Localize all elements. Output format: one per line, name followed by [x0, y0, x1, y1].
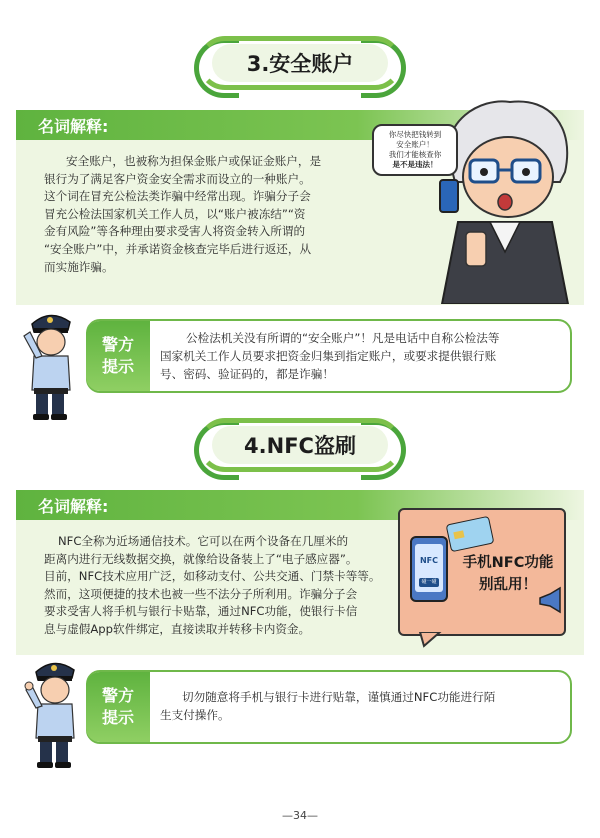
phone-nfc-text: NFC: [419, 556, 439, 565]
tip-label-line: 警方: [101, 686, 134, 705]
paragraph-line: 息与虚假App软件绑定，直接读取并转移卡内资金。: [44, 621, 311, 636]
tip-line: 国家机关工作人员要求把资金归集到指定账户，或要求提供银行账: [160, 349, 497, 363]
paragraph-line: 距离内进行无线数据交换，就像给设备装上了“电子感应器”。: [44, 551, 358, 566]
tip-line: 生支付操作。: [160, 708, 230, 722]
nfc-warning-sign: [398, 508, 566, 636]
definition-paragraph: [44, 533, 384, 639]
phone-icon: [410, 536, 448, 602]
tip-line: 号、密码、验证码的，都是诈骗！: [160, 367, 334, 381]
bank-card-icon: [446, 516, 495, 553]
term-label: 名词解释:: [38, 497, 109, 516]
speech-bubble: [372, 124, 458, 176]
elderly-man-illustration: [430, 92, 580, 304]
paragraph-line: 冒充公检法国家机关工作人员，以“账户被冻结”“资: [44, 206, 306, 221]
section-title: 3.安全账户: [212, 44, 388, 82]
megaphone-icon: [536, 586, 566, 616]
tip-label-line: 提示: [101, 708, 134, 727]
paragraph-line: 安全账户，也被称为担保金账户或保证金账户，是: [66, 154, 322, 168]
paragraph-line: 银行为了满足客户资金安全需求而设立的一种账户。: [44, 171, 311, 186]
paragraph-line: “安全账户”中，并承诺资金核查完毕后进行返还，从: [44, 241, 312, 256]
page-number: —34—: [282, 809, 318, 822]
paragraph-line: 而实施诈骗。: [44, 259, 114, 274]
section-title-badge: [198, 36, 402, 90]
bubble-line: 是不是违法！: [392, 160, 438, 169]
police-officer-illustration: [24, 654, 84, 770]
police-tip-text: [160, 688, 560, 724]
section-title: 4.NFC盗刷: [212, 426, 388, 464]
bubble-line: 安全账户！: [396, 140, 434, 149]
term-label: 名词解释:: [38, 117, 109, 136]
police-officer-illustration: [18, 306, 82, 422]
paragraph-line: NFC全称为近场通信技术。它可以在两个设备在几厘米的: [58, 534, 349, 548]
sign-tail: [418, 632, 442, 648]
paragraph-line: 这个词在冒充公检法类诈骗中经常出现。诈骗分子会: [44, 189, 311, 204]
police-tip-label: [86, 672, 150, 742]
section-title-badge: [198, 418, 402, 472]
tip-label-line: 警方: [101, 335, 134, 354]
tip-line: 公检法机关没有所谓的“安全账户”！凡是电话中自称公检法等: [186, 331, 500, 345]
sign-line: 别乱用！: [479, 577, 537, 593]
tip-line: 切勿随意将手机与银行卡进行贴靠，谨慎通过NFC功能进行陌: [182, 690, 496, 704]
paragraph-line: 然而，这项便捷的技术也被一些不法分子所利用。诈骗分子会: [44, 586, 358, 601]
tap-button-text: 碰一碰: [419, 578, 439, 587]
paragraph-line: 要求受害人将手机与银行卡贴靠，通过NFC功能，使银行卡信: [44, 604, 358, 619]
paragraph-line: 目前，NFC技术应用广泛，如移动支付、公共交通、门禁卡等等。: [44, 569, 381, 584]
definition-paragraph: [44, 153, 374, 276]
bubble-line: 我们才能核查你: [388, 150, 442, 159]
sign-line: 手机NFC功能: [462, 555, 554, 571]
tip-label-line: 提示: [101, 357, 134, 376]
bubble-line: 你尽快把钱转到: [388, 130, 442, 139]
paragraph-line: 金有风险”等各种理由要求受害人将资金转入所谓的: [44, 224, 306, 239]
police-tip-label: [86, 321, 150, 391]
police-tip-text: [160, 329, 560, 383]
